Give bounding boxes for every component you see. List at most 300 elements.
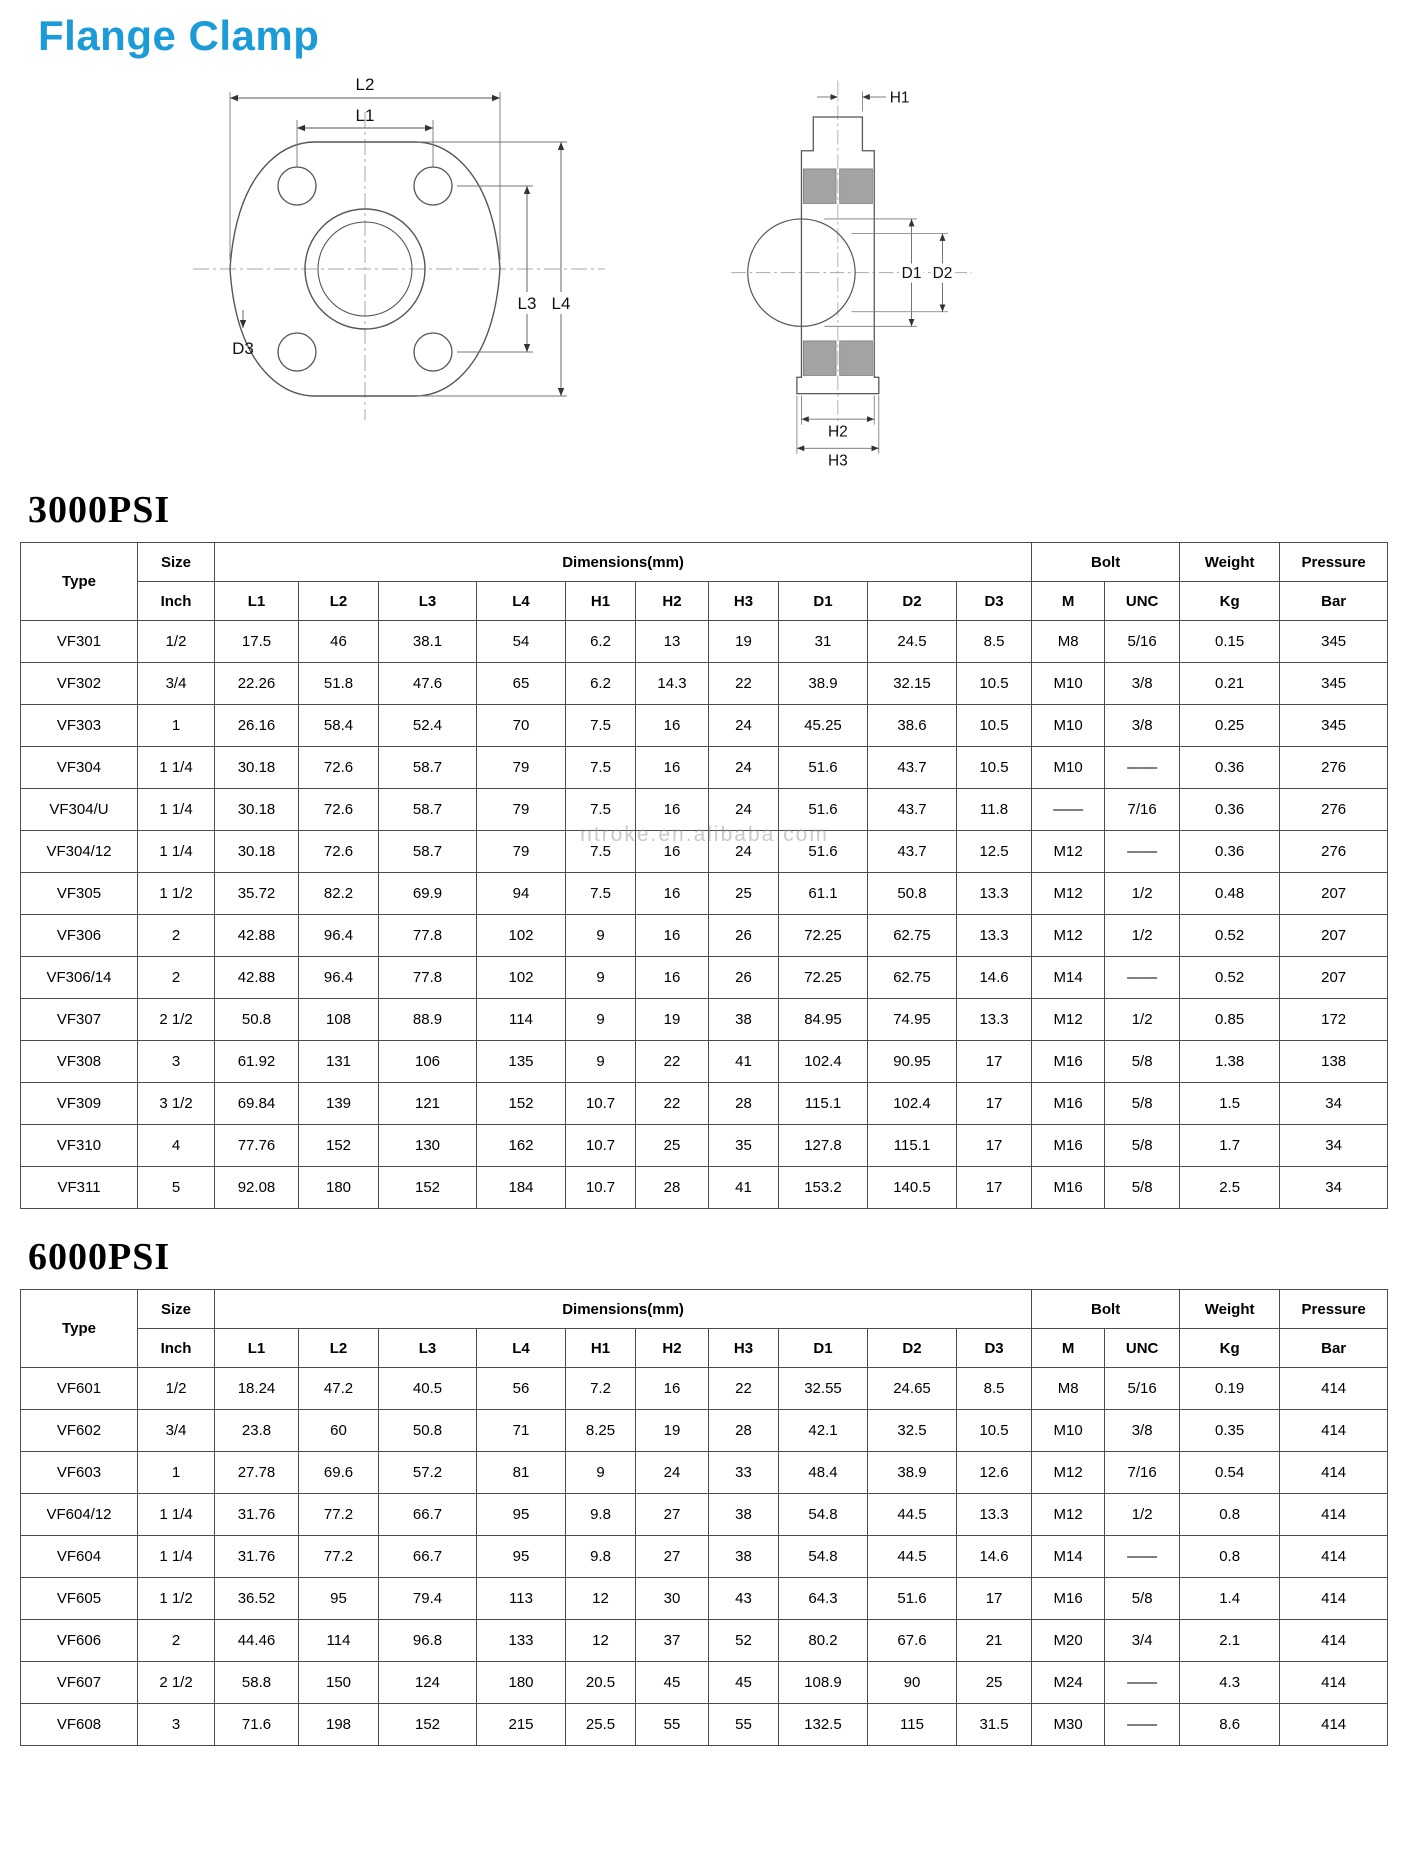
value-cell: 17 [957,1167,1032,1209]
value-cell: 24 [709,831,779,873]
value-cell: 79 [477,831,566,873]
value-cell: M16 [1032,1578,1105,1620]
value-cell: 17 [957,1578,1032,1620]
value-cell: 7.2 [566,1368,636,1410]
col-header-d1: D1 [779,1329,868,1368]
type-cell: VF304 [21,747,138,789]
value-cell: 54 [477,621,566,663]
table-row [21,957,1388,999]
value-cell: 96.4 [299,915,379,957]
table-row [21,789,1388,831]
value-cell: 1.7 [1180,1125,1280,1167]
value-cell: 61.92 [215,1041,299,1083]
value-cell: 62.75 [868,915,957,957]
value-cell: 96.8 [379,1620,477,1662]
value-cell: 72.25 [779,915,868,957]
value-cell: 16 [636,747,709,789]
value-cell: 3/8 [1105,663,1180,705]
value-cell: 58.7 [379,747,477,789]
bolt-hole [414,333,452,371]
type-cell: VF304/12 [21,831,138,873]
col-header-h1: H1 [566,1329,636,1368]
value-cell: 43 [709,1578,779,1620]
value-cell: 20.5 [566,1662,636,1704]
value-cell: 31.76 [215,1536,299,1578]
value-cell: M12 [1032,1452,1105,1494]
value-cell: 58.8 [215,1662,299,1704]
value-cell: 69.9 [379,873,477,915]
value-cell: 38.1 [379,621,477,663]
value-cell: 16 [636,831,709,873]
value-cell: 207 [1280,873,1388,915]
value-cell: 2.1 [1180,1620,1280,1662]
value-cell: 3/4 [138,1410,215,1452]
value-cell: 13 [636,621,709,663]
value-cell: 28 [709,1083,779,1125]
col-header-inch: Inch [138,582,215,621]
value-cell: 77.2 [299,1494,379,1536]
value-cell: 345 [1280,705,1388,747]
type-cell: VF608 [21,1704,138,1746]
value-cell: 94 [477,873,566,915]
value-cell: 19 [636,999,709,1041]
table-section-3000psi [20,488,1389,1209]
type-cell: VF306 [21,915,138,957]
value-cell: 74.95 [868,999,957,1041]
value-cell: 13.3 [957,873,1032,915]
value-cell: 32.5 [868,1410,957,1452]
spec-table-6000psi [20,1289,1388,1746]
side-view-drawing [715,64,988,474]
dim-label-h3: H3 [827,452,848,470]
value-cell: 115 [868,1704,957,1746]
value-cell: 72.6 [299,831,379,873]
value-cell: 121 [379,1083,477,1125]
value-cell: 135 [477,1041,566,1083]
value-cell: 1 1/2 [138,873,215,915]
value-cell: 1/2 [1105,873,1180,915]
value-cell: 46 [299,621,379,663]
value-cell: M12 [1032,1494,1105,1536]
value-cell: 51.8 [299,663,379,705]
value-cell: 41 [709,1041,779,1083]
front-view-drawing [185,64,625,464]
value-cell: 102.4 [779,1041,868,1083]
value-cell: 43.7 [868,789,957,831]
value-cell: 27 [636,1494,709,1536]
value-cell: M10 [1032,663,1105,705]
value-cell: M16 [1032,1167,1105,1209]
value-cell: 13.3 [957,1494,1032,1536]
value-cell: 65 [477,663,566,705]
value-cell: 414 [1280,1494,1388,1536]
col-header-h1: H1 [566,582,636,621]
value-cell: 77.2 [299,1536,379,1578]
value-cell: 34 [1280,1167,1388,1209]
value-cell: 5/8 [1105,1167,1180,1209]
value-cell: M12 [1032,915,1105,957]
value-cell: M12 [1032,831,1105,873]
col-header-h3: H3 [709,1329,779,1368]
type-cell: VF302 [21,663,138,705]
type-cell: VF309 [21,1083,138,1125]
col-header-type: Type [21,1290,138,1368]
value-cell: —— [1105,747,1180,789]
value-cell: 58.4 [299,705,379,747]
value-cell: 17 [957,1041,1032,1083]
value-cell: 47.2 [299,1368,379,1410]
value-cell: 3/8 [1105,705,1180,747]
value-cell: 62.75 [868,957,957,999]
value-cell: 172 [1280,999,1388,1041]
centerlines [193,112,605,420]
section-block [840,169,873,204]
value-cell: 50.8 [868,873,957,915]
col-header-weight: Weight [1180,1290,1280,1329]
value-cell: 72.6 [299,747,379,789]
value-cell: 16 [636,957,709,999]
col-header-m: M [1032,1329,1105,1368]
value-cell: 3 [138,1041,215,1083]
value-cell: 79 [477,747,566,789]
value-cell: 345 [1280,621,1388,663]
value-cell: 96.4 [299,957,379,999]
col-header-bolt: Bolt [1032,1290,1180,1329]
value-cell: 1 [138,1452,215,1494]
value-cell: 27 [636,1536,709,1578]
value-cell: 130 [379,1125,477,1167]
value-cell: M16 [1032,1083,1105,1125]
value-cell: 102 [477,957,566,999]
value-cell: M14 [1032,957,1105,999]
value-cell: 140.5 [868,1167,957,1209]
col-header-l1: L1 [215,1329,299,1368]
table-header [21,543,1388,621]
value-cell: 152 [379,1167,477,1209]
col-header-unc: UNC [1105,582,1180,621]
value-cell: 92.08 [215,1167,299,1209]
dim-label-h1: H1 [889,89,910,107]
psi-heading-3000: 3000PSI [28,489,171,531]
value-cell: 14.3 [636,663,709,705]
col-header-d2: D2 [868,1329,957,1368]
value-cell: 3/8 [1105,1410,1180,1452]
value-cell: 54.8 [779,1536,868,1578]
value-cell: 28 [636,1167,709,1209]
table-row [21,1452,1388,1494]
value-cell: 81 [477,1452,566,1494]
dim-h1 [817,92,886,112]
value-cell: 115.1 [868,1125,957,1167]
value-cell: 38.6 [868,705,957,747]
value-cell: 8.5 [957,1368,1032,1410]
table-section-6000psi [20,1235,1389,1746]
col-header-bolt: Bolt [1032,543,1180,582]
table-row [21,1368,1388,1410]
value-cell: 82.2 [299,873,379,915]
value-cell: 345 [1280,663,1388,705]
value-cell: 9 [566,1452,636,1494]
value-cell: 1/2 [1105,999,1180,1041]
value-cell: 0.48 [1180,873,1280,915]
value-cell: 2 [138,957,215,999]
value-cell: 24 [709,747,779,789]
type-cell: VF304/U [21,789,138,831]
value-cell: 0.21 [1180,663,1280,705]
value-cell: 90 [868,1662,957,1704]
value-cell: 10.5 [957,747,1032,789]
value-cell: 16 [636,915,709,957]
value-cell: 48.4 [779,1452,868,1494]
value-cell: 9 [566,957,636,999]
value-cell: 414 [1280,1410,1388,1452]
value-cell: —— [1105,1704,1180,1746]
table-body [21,1368,1388,1746]
value-cell: M8 [1032,1368,1105,1410]
value-cell: 414 [1280,1368,1388,1410]
value-cell: 7/16 [1105,1452,1180,1494]
value-cell: 12.6 [957,1452,1032,1494]
value-cell: 35.72 [215,873,299,915]
value-cell: —— [1105,1536,1180,1578]
value-cell: 66.7 [379,1536,477,1578]
value-cell: 102.4 [868,1083,957,1125]
value-cell: 14.6 [957,1536,1032,1578]
value-cell: 64.3 [779,1578,868,1620]
value-cell: 56 [477,1368,566,1410]
type-cell: VF301 [21,621,138,663]
value-cell: 198 [299,1704,379,1746]
value-cell: 9.8 [566,1494,636,1536]
value-cell: 1 1/2 [138,1578,215,1620]
value-cell: 38.9 [779,663,868,705]
value-cell: 72.25 [779,957,868,999]
value-cell: 276 [1280,789,1388,831]
value-cell: 38 [709,1494,779,1536]
col-header-bar: Bar [1280,582,1388,621]
value-cell: 133 [477,1620,566,1662]
value-cell: 1.4 [1180,1578,1280,1620]
value-cell: 10.5 [957,1410,1032,1452]
col-header-inch: Inch [138,1329,215,1368]
value-cell: 45 [709,1662,779,1704]
type-cell: VF607 [21,1662,138,1704]
col-header-unc: UNC [1105,1329,1180,1368]
table-row [21,873,1388,915]
value-cell: 1 [138,705,215,747]
value-cell: 113 [477,1578,566,1620]
value-cell: 4.3 [1180,1662,1280,1704]
table-row [21,1125,1388,1167]
value-cell: 57.2 [379,1452,477,1494]
dim-label-l1: L1 [355,106,375,125]
value-cell: 22.26 [215,663,299,705]
value-cell: 276 [1280,831,1388,873]
value-cell: 30.18 [215,747,299,789]
value-cell: 8.25 [566,1410,636,1452]
bolt-hole [414,167,452,205]
value-cell: M12 [1032,873,1105,915]
dim-label-l4: L4 [551,294,571,313]
col-header-l4: L4 [477,1329,566,1368]
table-row [21,1167,1388,1209]
value-cell: 414 [1280,1452,1388,1494]
value-cell: 414 [1280,1662,1388,1704]
value-cell: 207 [1280,915,1388,957]
value-cell: 0.8 [1180,1536,1280,1578]
value-cell: 95 [477,1494,566,1536]
col-header-pressure: Pressure [1280,543,1388,582]
value-cell: 184 [477,1167,566,1209]
value-cell: 21 [957,1620,1032,1662]
value-cell: 114 [477,999,566,1041]
value-cell: 41 [709,1167,779,1209]
type-cell: VF605 [21,1578,138,1620]
value-cell: 207 [1280,957,1388,999]
value-cell: 42.88 [215,915,299,957]
spec-table-wrap-6000 [20,1289,1389,1746]
value-cell: M10 [1032,705,1105,747]
value-cell: 69.6 [299,1452,379,1494]
value-cell: 276 [1280,747,1388,789]
value-cell: 5/16 [1105,1368,1180,1410]
value-cell: M16 [1032,1125,1105,1167]
value-cell: 6.2 [566,621,636,663]
value-cell: 0.15 [1180,621,1280,663]
table-header [21,1290,1388,1368]
value-cell: 5 [138,1167,215,1209]
value-cell: 42.88 [215,957,299,999]
type-cell: VF311 [21,1167,138,1209]
value-cell: 124 [379,1662,477,1704]
value-cell: 25 [957,1662,1032,1704]
value-cell: 11.8 [957,789,1032,831]
col-header-h3: H3 [709,582,779,621]
value-cell: 22 [636,1083,709,1125]
table-row [21,1083,1388,1125]
value-cell: 10.7 [566,1125,636,1167]
value-cell: 7.5 [566,873,636,915]
spec-table-wrap-3000 [20,542,1389,1209]
value-cell: 13.3 [957,915,1032,957]
centerlines [731,81,971,432]
value-cell: 80.2 [779,1620,868,1662]
dim-label-l2: L2 [355,75,375,94]
value-cell: 52 [709,1620,779,1662]
value-cell: 1/2 [138,621,215,663]
value-cell: 1/2 [1105,915,1180,957]
value-cell: 24 [709,789,779,831]
value-cell: 414 [1280,1704,1388,1746]
value-cell: M24 [1032,1662,1105,1704]
value-cell: —— [1105,1662,1180,1704]
value-cell: 23.8 [215,1410,299,1452]
value-cell: 38 [709,1536,779,1578]
value-cell: 42.1 [779,1410,868,1452]
value-cell: 180 [299,1167,379,1209]
value-cell: 72.6 [299,789,379,831]
table-body [21,621,1388,1209]
value-cell: 12 [566,1578,636,1620]
value-cell: 19 [636,1410,709,1452]
value-cell: 0.19 [1180,1368,1280,1410]
value-cell: 2 1/2 [138,1662,215,1704]
value-cell: 5/8 [1105,1083,1180,1125]
table-row [21,1536,1388,1578]
col-header-d2: D2 [868,582,957,621]
value-cell: 12 [566,1620,636,1662]
value-cell: 50.8 [379,1410,477,1452]
value-cell: 139 [299,1083,379,1125]
value-cell: 32.55 [779,1368,868,1410]
value-cell: 162 [477,1125,566,1167]
value-cell: 10.5 [957,705,1032,747]
section-block [803,169,836,204]
value-cell: 7.5 [566,747,636,789]
value-cell: 3 1/2 [138,1083,215,1125]
col-header-kg: Kg [1180,1329,1280,1368]
value-cell: 67.6 [868,1620,957,1662]
value-cell: 1 1/4 [138,789,215,831]
type-cell: VF604 [21,1536,138,1578]
type-cell: VF601 [21,1368,138,1410]
spec-table-3000psi [20,542,1388,1209]
section-block [803,341,836,376]
value-cell: M10 [1032,1410,1105,1452]
table-row [21,831,1388,873]
dim-label-d1: D1 [901,265,922,283]
value-cell: 95 [299,1578,379,1620]
value-cell: M14 [1032,1536,1105,1578]
col-header-weight: Weight [1180,543,1280,582]
col-header-dimensions: Dimensions(mm) [215,543,1032,582]
value-cell: 1 1/4 [138,831,215,873]
value-cell: 0.36 [1180,747,1280,789]
value-cell: 43.7 [868,831,957,873]
value-cell: 24 [636,1452,709,1494]
value-cell: 1 1/4 [138,747,215,789]
value-cell: 17 [957,1125,1032,1167]
table-row [21,1662,1388,1704]
value-cell: 0.25 [1180,705,1280,747]
value-cell: 152 [379,1704,477,1746]
value-cell: 45.25 [779,705,868,747]
value-cell: 102 [477,915,566,957]
col-header-l3: L3 [379,582,477,621]
col-header-size: Size [138,543,215,582]
value-cell: 51.6 [779,831,868,873]
type-cell: VF303 [21,705,138,747]
value-cell: 55 [709,1704,779,1746]
value-cell: 24 [709,705,779,747]
value-cell: M30 [1032,1704,1105,1746]
value-cell: 7.5 [566,789,636,831]
value-cell: 22 [709,1368,779,1410]
col-header-l3: L3 [379,1329,477,1368]
col-header-h2: H2 [636,1329,709,1368]
value-cell: 0.35 [1180,1410,1280,1452]
value-cell: 7/16 [1105,789,1180,831]
value-cell: 30.18 [215,789,299,831]
value-cell: 12.5 [957,831,1032,873]
table-row [21,621,1388,663]
table-row [21,1620,1388,1662]
value-cell: M12 [1032,999,1105,1041]
dim-label-h2: H2 [827,423,848,441]
value-cell: 5/8 [1105,1041,1180,1083]
type-cell: VF307 [21,999,138,1041]
value-cell: 95 [477,1536,566,1578]
